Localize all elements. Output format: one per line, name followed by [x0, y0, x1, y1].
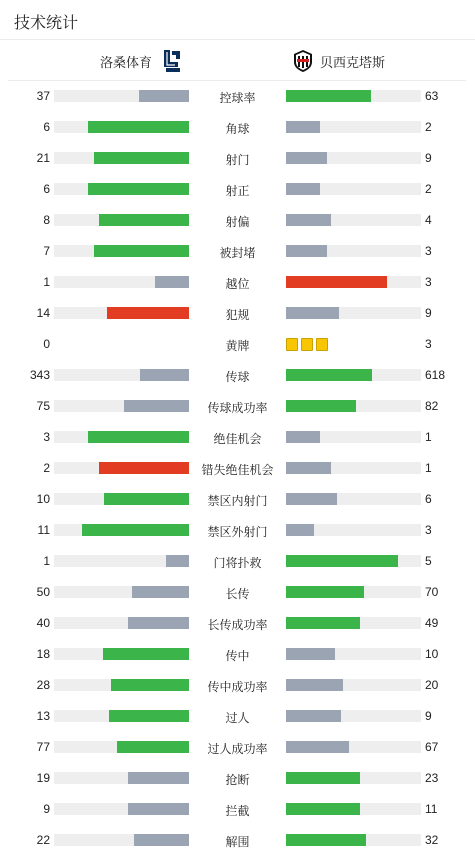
away-stat-value: 4	[425, 213, 432, 227]
home-stat-value: 6	[43, 182, 50, 196]
home-stat-bar	[54, 493, 189, 505]
away-stat-bar	[286, 524, 421, 536]
stat-label: 传球	[225, 370, 250, 384]
stat-row	[0, 174, 475, 205]
home-stat-value: 7	[43, 244, 50, 258]
away-stat-bar-fill	[286, 276, 387, 288]
stat-row	[0, 701, 475, 732]
stat-row	[0, 298, 475, 329]
away-stat-bar-fill	[286, 772, 360, 784]
stat-row	[0, 608, 475, 639]
home-team-name: 洛桑体育	[99, 54, 152, 70]
away-team[interactable]	[292, 49, 385, 73]
away-stat-bar-fill	[286, 803, 360, 815]
home-stat-value: 14	[36, 306, 50, 320]
stat-label: 长传成功率	[207, 618, 268, 632]
home-stat-bar	[54, 524, 189, 536]
home-stat-bar-fill	[134, 834, 189, 846]
away-stat-bar-fill	[286, 648, 335, 660]
home-stat-bar	[54, 214, 189, 226]
home-stat-bar-fill	[94, 152, 189, 164]
home-stat-bar	[54, 741, 189, 753]
yellow-card-icon	[301, 338, 313, 351]
away-stat-value: 1	[425, 430, 432, 444]
stat-row	[0, 81, 475, 112]
stat-row	[0, 639, 475, 670]
stat-label: 禁区外射门	[207, 525, 268, 539]
home-stat-bar	[54, 772, 189, 784]
home-stat-bar-fill	[88, 121, 189, 133]
home-stat-bar-fill	[104, 493, 189, 505]
away-stat-bar-fill	[286, 245, 327, 257]
away-stat-bar	[286, 121, 421, 133]
away-stat-value: 82	[425, 399, 439, 413]
away-stat-bar	[286, 586, 421, 598]
home-stat-bar-fill	[94, 245, 189, 257]
away-stat-bar	[286, 679, 421, 691]
away-stat-bar-fill	[286, 431, 320, 443]
home-team-logo-icon	[160, 49, 182, 73]
stat-label: 传中	[225, 649, 250, 663]
home-stat-bar-fill	[111, 679, 189, 691]
yellow-cards	[286, 338, 328, 351]
home-stat-value: 2	[43, 461, 50, 475]
home-stat-bar-fill	[128, 617, 189, 629]
away-stat-bar	[286, 369, 421, 381]
stat-label: 犯规	[225, 308, 250, 322]
home-stat-value: 1	[43, 275, 50, 289]
away-stat-bar-fill	[286, 462, 331, 474]
away-stat-value: 3	[425, 523, 432, 537]
stat-label: 解围	[225, 835, 250, 849]
home-stat-bar-fill	[99, 462, 189, 474]
away-stat-value: 9	[425, 151, 432, 165]
away-stat-bar	[286, 276, 421, 288]
stat-label: 门将扑救	[213, 556, 262, 570]
home-stat-bar	[54, 152, 189, 164]
home-stat-value: 10	[36, 492, 50, 506]
stat-row	[0, 143, 475, 174]
home-stat-value: 28	[36, 678, 50, 692]
home-stat-bar	[54, 710, 189, 722]
home-stat-bar-fill	[99, 214, 189, 226]
home-stat-bar	[54, 555, 189, 567]
away-stat-value: 63	[425, 89, 439, 103]
home-stat-value: 22	[36, 833, 50, 847]
stat-label: 过人成功率	[207, 742, 268, 756]
home-stat-value: 21	[36, 151, 50, 165]
away-stat-value: 1	[425, 461, 432, 475]
stat-label: 黄牌	[225, 339, 250, 353]
home-stat-bar	[54, 834, 189, 846]
home-stat-value: 40	[36, 616, 50, 630]
away-stat-value: 2	[425, 182, 432, 196]
away-stat-bar-fill	[286, 90, 371, 102]
away-stat-value: 11	[425, 802, 438, 816]
home-stat-bar	[54, 276, 189, 288]
stat-label: 传球成功率	[207, 401, 268, 415]
home-stat-value: 6	[43, 120, 50, 134]
home-stat-bar-fill	[124, 400, 189, 412]
away-stat-bar-fill	[286, 214, 331, 226]
home-stat-bar-fill	[132, 586, 189, 598]
stat-row	[0, 236, 475, 267]
home-stat-bar-fill	[82, 524, 189, 536]
home-stat-bar	[54, 121, 189, 133]
stat-label: 长传	[225, 587, 250, 601]
away-stat-value: 9	[425, 306, 432, 320]
home-stat-bar-fill	[128, 803, 189, 815]
away-stat-bar	[286, 90, 421, 102]
away-stat-bar	[286, 710, 421, 722]
stat-label: 传中成功率	[207, 680, 268, 694]
away-stat-bar-fill	[286, 555, 398, 567]
stat-row	[0, 112, 475, 143]
away-stat-value: 3	[425, 275, 432, 289]
home-stat-bar	[54, 431, 189, 443]
home-stat-bar	[54, 617, 189, 629]
away-stat-value: 3	[425, 337, 432, 351]
stat-label: 越位	[225, 277, 250, 291]
yellow-card-icon	[286, 338, 298, 351]
away-stat-value: 3	[425, 244, 432, 258]
home-stat-bar	[54, 369, 189, 381]
away-stat-bar	[286, 462, 421, 474]
stat-row	[0, 732, 475, 763]
home-stat-value: 3	[43, 430, 50, 444]
stat-label: 控球率	[219, 91, 256, 105]
away-stat-bar	[286, 214, 421, 226]
home-stat-bar-fill	[128, 772, 189, 784]
stat-row	[0, 329, 475, 360]
stat-row	[0, 515, 475, 546]
stat-row	[0, 484, 475, 515]
home-stat-bar-fill	[155, 276, 189, 288]
away-stat-value: 67	[425, 740, 439, 754]
away-stat-value: 32	[425, 833, 439, 847]
home-stat-value: 19	[36, 771, 50, 785]
home-stat-bar	[54, 90, 189, 102]
away-stat-value: 10	[425, 647, 439, 661]
away-stat-value: 618	[425, 368, 446, 382]
stat-label: 射门	[225, 153, 250, 167]
away-stat-value: 2	[425, 120, 432, 134]
away-stat-bar	[286, 493, 421, 505]
stat-label: 禁区内射门	[207, 494, 268, 508]
away-stat-bar-fill	[286, 493, 337, 505]
away-stat-bar-fill	[286, 524, 314, 536]
home-stat-value: 1	[43, 554, 50, 568]
home-stat-value: 77	[36, 740, 50, 754]
stat-row	[0, 360, 475, 391]
teams-header	[8, 41, 466, 81]
stat-row	[0, 825, 475, 856]
home-stat-value: 343	[29, 368, 50, 382]
away-stat-bar	[286, 400, 421, 412]
away-stat-bar	[286, 617, 421, 629]
stat-label: 射正	[225, 184, 250, 198]
away-stat-bar	[286, 741, 421, 753]
stat-row	[0, 391, 475, 422]
stat-label: 拦截	[225, 804, 250, 818]
page-title: 技术统计	[14, 15, 79, 32]
away-stat-value: 6	[425, 492, 432, 506]
away-team-name: 贝西克塔斯	[320, 54, 386, 70]
away-stat-bar-fill	[286, 400, 356, 412]
stat-label: 被封堵	[219, 246, 256, 260]
home-stat-bar	[54, 307, 189, 319]
home-stat-bar	[54, 400, 189, 412]
home-stat-value: 0	[43, 337, 50, 351]
stat-row	[0, 205, 475, 236]
home-stat-bar-fill	[109, 710, 189, 722]
stat-label: 绝佳机会	[213, 432, 262, 446]
home-stat-value: 50	[36, 585, 50, 599]
away-stat-bar	[286, 772, 421, 784]
home-stat-bar-fill	[139, 90, 189, 102]
away-stat-bar	[286, 803, 421, 815]
away-stat-bar-fill	[286, 152, 327, 164]
away-stat-bar-fill	[286, 121, 320, 133]
home-stat-bar-fill	[140, 369, 189, 381]
home-stat-value: 37	[36, 89, 50, 103]
stat-row	[0, 422, 475, 453]
away-stat-bar	[286, 555, 421, 567]
away-stat-bar-fill	[286, 586, 364, 598]
away-stat-bar	[286, 648, 421, 660]
away-stat-bar-fill	[286, 741, 349, 753]
home-stat-value: 11	[37, 523, 50, 537]
stat-label: 角球	[225, 122, 250, 136]
stat-row	[0, 670, 475, 701]
stat-row	[0, 577, 475, 608]
home-stat-value: 9	[43, 802, 50, 816]
away-stat-value: 70	[425, 585, 439, 599]
stat-row	[0, 794, 475, 825]
away-stat-bar-fill	[286, 679, 343, 691]
away-stat-value: 49	[425, 616, 439, 630]
home-stat-value: 18	[36, 647, 50, 661]
home-stat-bar	[54, 803, 189, 815]
home-stat-bar	[54, 245, 189, 257]
home-stat-bar-fill	[88, 183, 189, 195]
stat-label: 射偏	[225, 215, 250, 229]
home-stat-bar-fill	[117, 741, 189, 753]
stat-label: 过人	[225, 711, 250, 725]
away-stat-bar	[286, 152, 421, 164]
away-stat-bar-fill	[286, 834, 366, 846]
home-stat-bar	[54, 462, 189, 474]
home-stat-value: 8	[43, 213, 50, 227]
yellow-card-icon	[316, 338, 328, 351]
away-stat-bar-fill	[286, 369, 372, 381]
page-header	[0, 0, 475, 40]
stat-label: 错失绝佳机会	[201, 463, 274, 477]
home-stat-bar-fill	[107, 307, 189, 319]
away-stat-bar	[286, 431, 421, 443]
stat-row	[0, 453, 475, 484]
stat-row	[0, 267, 475, 298]
stat-label: 抢断	[225, 773, 250, 787]
away-stat-value: 20	[425, 678, 439, 692]
home-stat-bar-fill	[88, 431, 189, 443]
stat-row	[0, 546, 475, 577]
home-team[interactable]	[100, 49, 182, 73]
away-stat-value: 9	[425, 709, 432, 723]
away-stat-value: 23	[425, 771, 439, 785]
home-stat-bar-fill	[166, 555, 189, 567]
home-stat-bar	[54, 183, 189, 195]
stat-row	[0, 763, 475, 794]
away-stat-bar-fill	[286, 617, 360, 629]
home-stat-value: 75	[36, 399, 50, 413]
away-stat-value: 5	[425, 554, 432, 568]
home-stat-value: 13	[36, 709, 50, 723]
away-stat-bar	[286, 245, 421, 257]
away-stat-bar-fill	[286, 710, 341, 722]
away-stat-bar	[286, 307, 421, 319]
home-stat-bar	[54, 679, 189, 691]
away-stat-bar	[286, 183, 421, 195]
away-stat-bar	[286, 834, 421, 846]
home-stat-bar	[54, 586, 189, 598]
home-stat-bar-fill	[103, 648, 189, 660]
away-stat-bar-fill	[286, 183, 320, 195]
away-stat-bar-fill	[286, 307, 339, 319]
away-team-logo-icon	[292, 49, 314, 73]
home-stat-bar	[54, 648, 189, 660]
